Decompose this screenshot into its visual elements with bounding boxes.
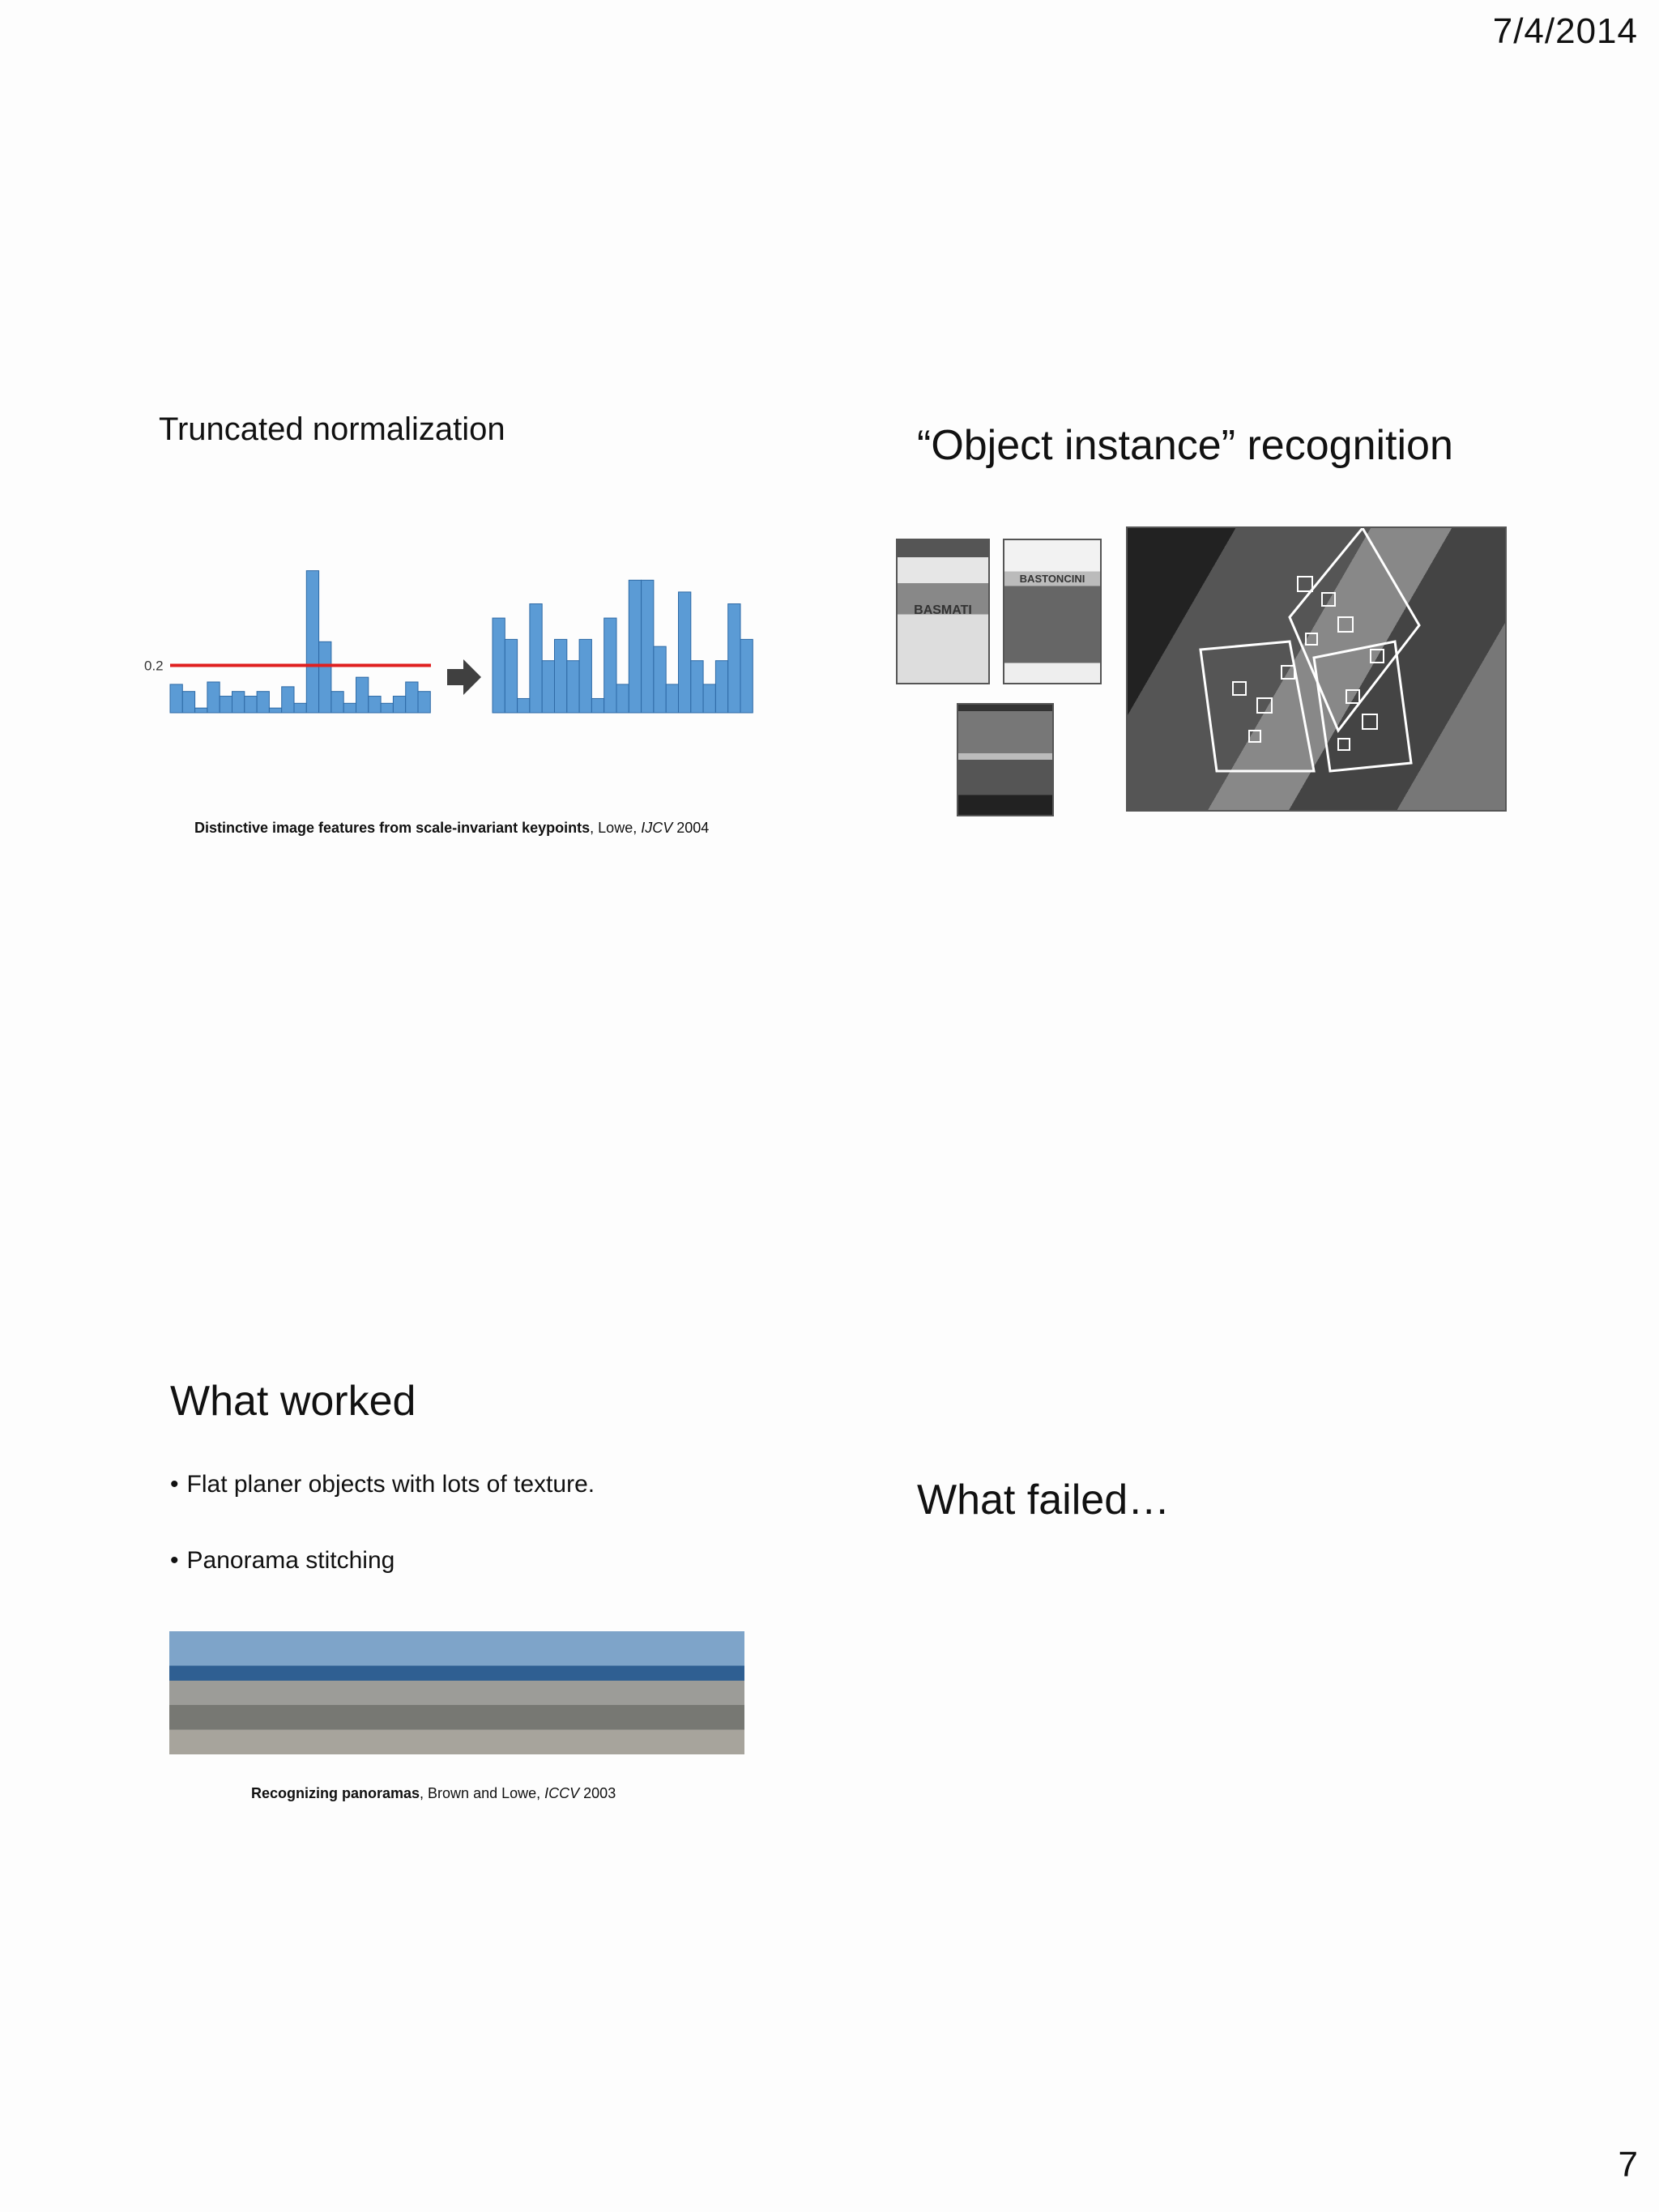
histogram-bar — [666, 684, 678, 713]
histogram-bar — [642, 580, 654, 713]
citation-author: , Lowe, — [590, 820, 642, 836]
slide1-title: Truncated normalization — [159, 411, 505, 447]
citation-year: 2004 — [672, 820, 710, 836]
histogram-after — [493, 580, 753, 713]
citation-title: Distinctive image features from scale-invariant keypoints — [194, 820, 591, 836]
histogram-bar — [220, 697, 232, 713]
book-cover-image — [957, 703, 1054, 816]
slide2-title: “Object instance” recognition — [917, 422, 1453, 469]
histogram-bar — [393, 697, 405, 713]
histogram-bar — [567, 661, 579, 713]
bullet-dot-icon: • — [170, 1547, 179, 1574]
histogram-bar — [542, 661, 554, 713]
histogram-bar — [715, 661, 727, 713]
histogram-bar — [369, 697, 381, 713]
histogram-bar — [257, 692, 269, 713]
histogram-bar — [356, 677, 369, 713]
bullet-item-1 — [170, 1471, 595, 1498]
citation-year: 2003 — [579, 1785, 616, 1801]
histogram-bar — [195, 708, 207, 713]
histogram-bar — [232, 692, 245, 713]
recognition-scene-image — [1126, 526, 1507, 812]
package-basmati-image — [896, 539, 990, 684]
bullet-item-2 — [170, 1547, 394, 1575]
histogram-bar — [691, 661, 703, 713]
histogram-bar — [654, 646, 666, 713]
histogram-bar — [306, 571, 318, 713]
histogram-bar — [406, 682, 418, 713]
histogram-bar — [182, 692, 194, 713]
bullet-text: Flat planer objects with lots of texture. — [186, 1471, 595, 1498]
page-date: 7/4/2014 — [1492, 11, 1638, 51]
histogram-bar — [294, 703, 306, 713]
histogram-bar — [740, 639, 753, 713]
package-bastoncini-label: BASTONCINI — [1019, 573, 1085, 585]
citation-author: , Brown and Lowe, — [420, 1785, 545, 1801]
citation-title: Recognizing panoramas — [251, 1785, 420, 1801]
histogram-bar — [493, 618, 505, 713]
histogram-bar — [418, 692, 430, 713]
histogram-bar — [616, 684, 629, 713]
histogram-bar — [269, 708, 281, 713]
citation-venue: ICCV — [544, 1785, 580, 1801]
histogram-bar — [604, 618, 616, 713]
histogram-bar — [381, 703, 393, 713]
page-number: 7 — [1618, 2145, 1638, 2184]
panorama-image — [169, 1631, 744, 1754]
slide1-citation — [194, 820, 709, 837]
histogram-bar — [319, 641, 331, 713]
histogram-bar — [518, 698, 530, 713]
histogram-bar — [728, 604, 740, 713]
slide3-title: What worked — [170, 1378, 416, 1425]
histogram-bar — [579, 639, 591, 713]
histogram-bar — [505, 639, 517, 713]
histogram-bar — [245, 697, 257, 713]
histogram-bar — [331, 692, 343, 713]
histogram-bar — [629, 580, 641, 713]
histogram-bar — [343, 703, 356, 713]
slide4-title: What failed… — [917, 1477, 1171, 1524]
package-bastoncini-image — [1003, 539, 1102, 684]
histogram-bar — [282, 687, 294, 713]
truncated-normalization-chart — [138, 559, 770, 721]
histogram-bar — [591, 698, 603, 713]
histogram-bar — [170, 684, 182, 713]
slide3-citation — [251, 1785, 616, 1802]
bullet-text: Panorama stitching — [186, 1547, 395, 1574]
detected-boxes-overlay — [1128, 528, 1507, 812]
histogram-bar — [207, 682, 220, 713]
histogram-bar — [555, 639, 567, 713]
right-arrow-icon — [447, 659, 481, 695]
threshold-label: 0.2 — [144, 658, 164, 674]
citation-venue: IJCV — [641, 820, 673, 836]
histogram-bar — [530, 604, 542, 713]
bullet-dot-icon: • — [170, 1471, 179, 1498]
package-basmati-label: BASMATI — [914, 603, 972, 617]
histogram-bar — [703, 684, 715, 713]
histogram-before — [170, 571, 430, 713]
histogram-bar — [679, 592, 691, 713]
